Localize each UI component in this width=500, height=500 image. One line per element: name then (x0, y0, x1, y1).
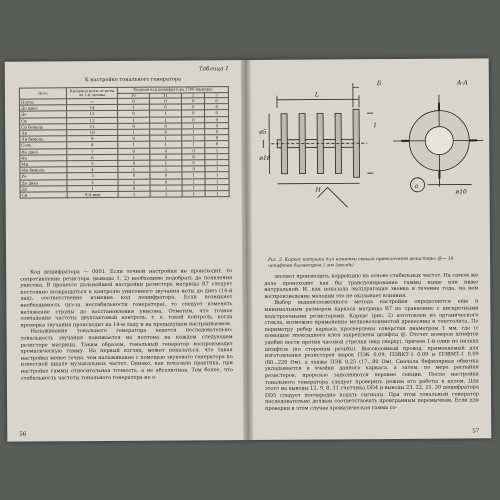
cell-interval: 12 (67, 117, 118, 124)
cell-note: Фа диез (20, 148, 67, 155)
cell-bit: 0 (182, 110, 205, 116)
cell-bit: 1 (182, 178, 205, 184)
cell-bit: 1 (118, 129, 150, 135)
cell-note: До (20, 186, 67, 193)
cell-note: Ля бемоль (20, 136, 67, 143)
label-d18: ø18 (259, 154, 271, 162)
cell-bit: 0 (117, 98, 149, 104)
cell-bit: 0 (150, 172, 182, 178)
cell-bit: 1 (150, 117, 182, 123)
cell-bit: 1 (118, 154, 150, 160)
cell-bit: 1 (205, 172, 229, 178)
paragraph: Налаживание тонального генератора ведется последовательно: тональность звучания понижается на полтона на каждом следующем резисторе матрицы. Таким образом, тональный генератор воспроизводит хроматическую гамму. На первый взгляд, может показаться, что такая настройка менее точна, чем налаживание с помощью звукового генератора по известной шкале музыкальных частот. Однако, как показала практика, при настройке гаммы относительная точность, а не абсолютная. Тем более, что стабильность частоты тонального генератора не о- (20, 327, 233, 382)
paragraph: зволяет производить коррекцию на основе стабильных частот. На самом же деле происходит как бы транспонирование гаммы выше или ниже натуральной. И, как показала эксплуатация звонка в течение года, на нем воспроизведение мелодии это не оказывает влияния. (264, 272, 479, 300)
cell-bit: 1 (150, 185, 182, 191)
cell-bit: 0 (182, 160, 205, 166)
cell-note: До (20, 111, 67, 118)
label-b: Б (376, 80, 382, 88)
cell-bit: 1 (182, 141, 205, 147)
figure-caption: Рис. 2. Каркас катушки для намотки секций проволочного резистора: @— 16 штифтов диаметром 1 мм (гвоздь) (268, 256, 454, 269)
cell-bit: 0 (150, 148, 182, 154)
page-number-left: 56 (19, 431, 27, 438)
header-pin: 31 (149, 92, 181, 98)
header-pin: 2 (181, 92, 204, 98)
cell-note: Ми (20, 161, 67, 168)
label-l: L (314, 91, 319, 99)
cell-bit: 1 (205, 147, 229, 153)
cell-interval: 7 (67, 148, 118, 155)
cell-interval: 2 (67, 179, 118, 186)
cell-bit: 0 (150, 104, 182, 110)
table-row (20, 191, 229, 199)
cell-bit: 0 (182, 166, 205, 172)
header-pin: 30 (117, 93, 149, 99)
cell-bit: 0 (149, 98, 181, 104)
cell-bit: 1 (118, 179, 150, 185)
page-number-right: 57 (472, 428, 480, 435)
cell-bit: 1 (150, 166, 182, 172)
cell-bit: 1 (150, 141, 182, 147)
header-code-group: Входной код дешифратора 1506 (выводы) (117, 87, 228, 93)
book-spread (5, 58, 492, 441)
cell-bit: 0 (150, 123, 182, 129)
cell-bit: 1 (205, 178, 229, 184)
cell-bit: 1 (205, 160, 229, 166)
cell-bit: 1 (182, 191, 205, 197)
right-page (249, 58, 492, 440)
cell-interval: 15 (67, 111, 118, 118)
cell-note: Си (20, 192, 67, 199)
label-d5: ø5 (259, 128, 267, 136)
cell-interval: 0-4 ннд (67, 191, 118, 198)
cell-bit: 0 (150, 129, 182, 135)
right-text (264, 272, 479, 412)
cell-bit: 0 (118, 160, 150, 166)
cell-bit: 0 (118, 173, 150, 179)
cell-note: Си (20, 117, 67, 124)
label-a: а (414, 182, 419, 190)
coil-frame-figure (257, 66, 484, 243)
cell-bit: 0 (205, 116, 229, 122)
cell-bit: 0 (182, 147, 205, 153)
cell-bit: 1 (118, 191, 150, 197)
section-label: А-А (456, 79, 468, 87)
cell-bit: 1 (150, 191, 182, 197)
left-text (20, 268, 233, 382)
label-d10: ø10 (455, 188, 467, 196)
cell-bit: 1 (118, 166, 150, 172)
table-number: Таблица 1 (198, 66, 229, 73)
cell-note: Ля (20, 130, 67, 137)
cell-bit: 0 (205, 135, 229, 141)
cell-bit: 1 (206, 191, 230, 197)
cell-bit: 0 (205, 98, 229, 104)
cell-bit: 0 (118, 111, 150, 117)
cell-bit: 0 (118, 135, 150, 141)
cell-bit: 1 (205, 153, 229, 159)
cell-interval: 9 (67, 136, 118, 143)
cell-bit: 0 (150, 154, 182, 160)
cell-interval: 3 (67, 173, 118, 180)
paragraph: Код дешифратора — 0001. Если точной настройки не происходит, то сопротивление резистора (выводы 1, 2) необходимо подобрать до появления унисона. В процессе дальнейшей настройки резистора матрицы R7 следует постоянно возвращаться к контролю унисонного звучания ноты до диез (14-й лад), соответственно изменив код дешифратора. Если возникнет необходимость (из-за нестабильности генератора), то следует изменять натяжение струны до восстановления унисона. Отметим, что точное совпадение частоты двухтактовый контроль, т. е. такой контроль, когда проверка звучания происходит на 14-м ладу и на предыдущем настраиваемом. (20, 268, 233, 329)
header-note: Нота (19, 88, 66, 99)
note-code-table (19, 86, 230, 199)
cell-bit: 0 (150, 179, 182, 185)
cell-bit: 1 (117, 104, 149, 110)
cell-bit: 1 (205, 166, 229, 172)
table-title: К настройке тонального генератора (84, 76, 181, 84)
cell-bit: 1 (150, 135, 182, 141)
header-pin: 3 (205, 92, 229, 98)
cell-bit: 0 (205, 104, 229, 110)
cell-bit: 1 (182, 135, 205, 141)
cell-interval: 5 (67, 160, 118, 167)
cell-bit: 0 (118, 148, 150, 154)
label-1: 1 (373, 122, 377, 130)
cell-note: Ре (20, 173, 67, 180)
cell-note: До диез (19, 105, 66, 112)
cell-bit: 1 (182, 185, 205, 191)
cell-bit: 0 (182, 116, 205, 122)
cell-bit: 0 (205, 110, 229, 116)
cell-interval: 1 (67, 185, 118, 192)
cell-bit: 1 (150, 110, 182, 116)
cell-note: До диез (20, 179, 67, 186)
table-body (19, 98, 229, 199)
cell-note: Пауза (19, 99, 66, 106)
cell-interval: — (66, 98, 117, 105)
cell-bit: 0 (205, 129, 229, 135)
cell-bit: 1 (118, 142, 150, 148)
cell-bit: 1 (182, 172, 205, 178)
cell-bit: 1 (182, 123, 205, 129)
paragraph: Выбор вышеизложенного метода настройки определяется еще и минимальным размером каркаса матрицы R7 по сравнению с дискретными подстроечными резисторами. Каркас (рис. 2) изготовлен из органического стекла, возможно применение мелковолокнистой древесины и текстолита. По периметру ребер каркаса просверлены отверстия диаметром 1 мм, где (с помощью эпоксидного клея закреплены штифты @. Отсчет номеров штифтов удобно вести против часовой стрелки (вид сверху), причем 1-й один из низких штифтов (по сторонам резьбы). Высокоомный провод, применяемый для изготовления резисторов марок ПЭК 0,09, ПЭВКТ-1 0,09 и ПЭВМТ-1 0,09 (80...220 Ом), а также ПЭК 0,25 (17...80 Ом). Сначала бифилярная обмотка укладывается в ячейки данного каркаса, а затем, по мере распайки резисторов, прорезью заполняются верхние секции. После настройки тонального генератора следует проверить режим его работы в целом. Для этого на выводы 12, 9, 8, 11 счетчика DD4 и выводы 23, 22, 21, 20 дешифратора DD5 следует поочередно подать сигналы. При этом тональный генератор последовательно должен соответствовать проигранным перемычкам. Если для проверки в этом случае хроматическая гамма со- (264, 298, 480, 412)
cell-bit: 1 (182, 129, 205, 135)
cell-bit: 0 (182, 154, 205, 160)
cell-bit: 0 (205, 141, 229, 147)
cell-bit: 0 (182, 104, 205, 110)
cell-note: Ми бемоль (20, 167, 67, 174)
header-interval: Интервал ноты от ноты ля 1-й октавы (66, 87, 117, 98)
cell-interval: 10 (67, 129, 118, 136)
cell-bit: 0 (118, 123, 150, 129)
cell-bit: 1 (118, 117, 150, 123)
cell-bit: 1 (150, 160, 182, 166)
cell-note: Соль (20, 142, 67, 149)
cell-bit: 1 (206, 184, 230, 190)
cell-interval: 8 (67, 142, 118, 149)
cell-bit: 0 (118, 185, 150, 191)
cell-interval: 14 (66, 105, 117, 112)
cell-note: Си бемоль (20, 124, 67, 131)
cell-interval: 6 (67, 154, 118, 161)
cell-note: Фа (20, 155, 67, 162)
label-h: H (315, 186, 321, 194)
cell-interval: 4 (67, 167, 118, 174)
cell-interval: 11 (67, 123, 118, 130)
cell-bit: 0 (181, 98, 204, 104)
cell-bit: 0 (205, 122, 229, 128)
left-page (5, 60, 246, 442)
